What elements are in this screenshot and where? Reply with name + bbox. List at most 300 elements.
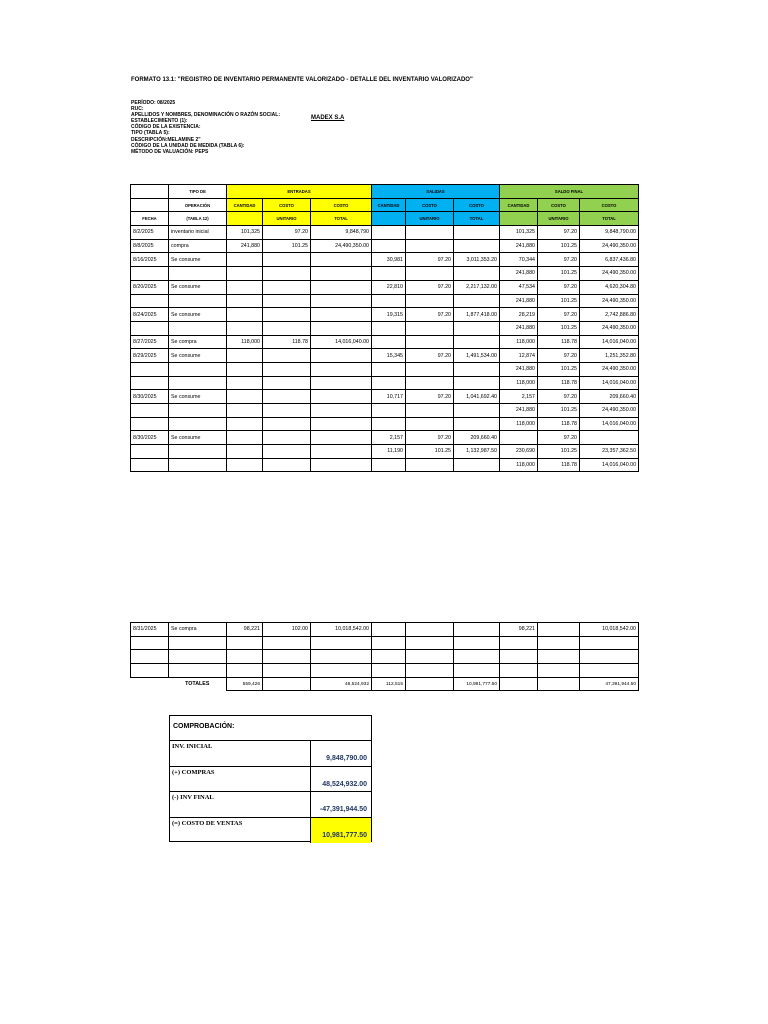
cell-sf-cantidad: 241,880 [500,267,538,281]
cell-ent-cantidad [227,308,263,322]
cell-sf-total: 24,490,350.00 [580,404,639,418]
cell-sf-unitario: 101.25 [538,445,580,459]
fecha-header-top [131,185,169,199]
cell-fecha: 8/27/2025 [131,335,169,349]
table-row [131,321,639,335]
cell-sf-unitario: 118.78 [538,335,580,349]
cell-fecha [131,664,169,678]
cell-sf-total: 2,742,886.80 [580,308,639,322]
table-row [131,280,639,294]
table-row [131,650,639,664]
cell-sal-total [454,623,500,637]
cell-sal-total: 209,660.40 [454,431,500,445]
cell-operacion [169,417,227,431]
cell-fecha: 8/16/2025 [131,253,169,267]
cell-sal-cantidad [372,376,406,390]
cell-ent-total [311,636,372,650]
cell-ent-unitario [263,308,311,322]
cell-ent-cantidad [227,376,263,390]
cell-operacion [169,664,227,678]
sf-blank-header [500,212,538,226]
cell-fecha: 8/30/2025 [131,431,169,445]
comprobacion-compras [170,767,371,793]
cell-sf-cantidad: 241,880 [500,239,538,253]
cell-sal-unitario: 97.20 [406,253,454,267]
cell-fecha [131,650,169,664]
cell-sf-cantidad [500,650,538,664]
table-row [131,226,639,240]
table-row [131,294,639,308]
cell-ent-unitario [263,431,311,445]
document-header [131,100,280,155]
cell-sf-cantidad: 12,874 [500,349,538,363]
cell-fecha [131,404,169,418]
cell-sf-unitario: 97.20 [538,308,580,322]
cell-ent-unitario [263,253,311,267]
totals-ent-total: 48,524,932 [311,677,372,691]
cell-sf-unitario: 101.25 [538,267,580,281]
table-row [131,417,639,431]
cell-sal-unitario [406,623,454,637]
cell-sf-unitario: 118.78 [538,376,580,390]
cell-ent-cantidad [227,294,263,308]
cell-sal-cantidad [372,239,406,253]
cell-operacion: Se consume [169,253,227,267]
cell-sf-total: 1,251,352.80 [580,349,639,363]
cell-sal-total: 2,217,132.00 [454,280,500,294]
cell-sf-total: 14,016,040.00 [580,376,639,390]
cell-sal-cantidad: 10,717 [372,390,406,404]
cell-ent-cantidad [227,417,263,431]
cell-sf-cantidad: 230,690 [500,445,538,459]
cell-ent-cantidad [227,650,263,664]
cell-ent-unitario [263,376,311,390]
fecha-header-mid [131,198,169,212]
cell-sal-total [454,321,500,335]
cell-ent-total: 10,018,542.00 [311,623,372,637]
cell-fecha: 8/8/2025 [131,239,169,253]
cell-sf-unitario: 97.20 [538,253,580,267]
cell-sal-cantidad [372,623,406,637]
cell-ent-total [311,294,372,308]
cell-sal-unitario [406,362,454,376]
metodo-valuacion-label: MÉTODO DE VALUACIÓN: PEPS [131,148,209,155]
comprobacion-label: (+) COMPRAS [170,767,311,792]
cell-ent-total: 9,848,790 [311,226,372,240]
cell-fecha [131,362,169,376]
cell-sf-total: 23,357,362.50 [580,445,639,459]
cell-ent-total [311,362,372,376]
cell-operacion: Se consume [169,431,227,445]
cell-sal-cantidad [372,226,406,240]
cell-fecha [131,321,169,335]
cell-sal-cantidad [372,335,406,349]
cell-operacion [169,636,227,650]
cell-ent-total [311,376,372,390]
comprobacion-inv-final [170,792,371,818]
cell-ent-total [311,253,372,267]
comprobacion-value: 48,524,932.00 [322,780,367,788]
cell-sal-unitario [406,664,454,678]
cell-operacion [169,445,227,459]
cell-ent-total [311,267,372,281]
cell-ent-unitario: 118.78 [263,335,311,349]
saldo-final-header: SALDO FINAL [500,185,639,199]
cell-sal-unitario [406,417,454,431]
tabla12-header: (TABLA 12) [169,212,227,226]
comprobacion-value: -47,391,944.50 [319,806,367,813]
cell-sf-unitario: 118.78 [538,458,580,472]
cell-sf-total: 24,490,350.00 [580,239,639,253]
cell-sf-cantidad: 28,219 [500,308,538,322]
cell-sal-unitario [406,239,454,253]
cell-ent-unitario [263,280,311,294]
cell-operacion: inventario inicial [169,226,227,240]
cell-sal-unitario [406,294,454,308]
totals-sf-total: 47,391,944.50 [580,677,639,691]
sf-costo-header: COSTO [538,198,580,212]
cell-sf-total: 14,016,040.00 [580,335,639,349]
totals-label: TOTALES [185,681,210,688]
ent-costo-header: COSTO [263,198,311,212]
header-row-3 [131,212,639,226]
sal-total-header: TOTAL [454,212,500,226]
ent-total-header: TOTAL [311,212,372,226]
cell-sf-unitario: 97.20 [538,280,580,294]
cell-ent-unitario [263,458,311,472]
cell-ent-unitario [263,636,311,650]
cell-sal-unitario [406,226,454,240]
cell-operacion [169,404,227,418]
cell-sf-cantidad: 70,344 [500,253,538,267]
cell-sf-unitario [538,650,580,664]
cell-fecha: 8/20/2025 [131,280,169,294]
table-row [131,335,639,349]
descripcion-label: DESCRIPCIÓN:MELAMINE 2" [131,136,201,143]
cell-ent-cantidad [227,349,263,363]
cell-fecha [131,458,169,472]
cell-sf-unitario: 97.20 [538,226,580,240]
cell-ent-cantidad [227,431,263,445]
cell-ent-unitario [263,417,311,431]
table-row [131,636,639,650]
cell-sal-total [454,267,500,281]
totals-sal-unitario [406,677,454,691]
document-title: FORMATO 13.1: "REGISTRO DE INVENTARIO PERMANENTE VALORIZADO - DETALLE DEL INVENTARIO VALORIZADO" [131,77,473,83]
sal-cantidad-header: CANTIDAD [372,198,406,212]
cell-sal-unitario [406,376,454,390]
cell-operacion: Se consume [169,390,227,404]
cell-sf-unitario: 118.78 [538,417,580,431]
cell-sf-unitario: 97.20 [538,349,580,363]
cell-sal-unitario: 97.20 [406,308,454,322]
cell-sal-total [454,404,500,418]
cell-sal-cantidad [372,294,406,308]
cell-operacion [169,376,227,390]
salidas-header: SALIDAS [372,185,500,199]
cell-sf-unitario: 101.25 [538,294,580,308]
unidad-medida-label: CÓDIGO DE LA UNIDAD DE MEDIDA (TABLA 6): [131,142,245,149]
cell-fecha: 8/24/2025 [131,308,169,322]
cell-operacion: Se consume [169,280,227,294]
table-row [131,390,639,404]
cell-sf-total: 24,490,350.00 [580,362,639,376]
inventory-table [130,184,639,472]
cell-sal-total [454,239,500,253]
cell-ent-total [311,445,372,459]
cell-operacion [169,362,227,376]
cell-ent-total [311,390,372,404]
cell-sal-unitario [406,650,454,664]
comprobacion-value: 9,848,790.00 [326,755,367,762]
cell-fecha: 8/31/2025 [131,623,169,637]
comprobacion-title: COMPROBACIÓN: [170,716,371,741]
cell-ent-cantidad: 98,221 [227,623,263,637]
cell-fecha [131,445,169,459]
cell-ent-cantidad [227,636,263,650]
cell-sf-total [580,636,639,650]
cell-ent-cantidad [227,458,263,472]
fecha-header: FECHA [131,212,169,226]
cell-sf-total [580,664,639,678]
cell-sal-cantidad [372,664,406,678]
cell-sal-cantidad [372,650,406,664]
cell-sal-cantidad [372,636,406,650]
sf-costo-total-header: COSTO [580,198,639,212]
ent-costo-total-header: COSTO [311,198,372,212]
cell-ent-total [311,308,372,322]
cell-sal-cantidad: 22,810 [372,280,406,294]
cell-sf-unitario: 101.25 [538,321,580,335]
cell-ent-total [311,404,372,418]
codigo-existencia-label: CÓDIGO DE LA EXISTENCIA: [131,124,201,131]
cell-sf-unitario: 101.25 [538,239,580,253]
table-row [131,376,639,390]
cell-sf-cantidad: 118,000 [500,458,538,472]
cell-ent-cantidad: 101,325 [227,226,263,240]
cell-ent-unitario [263,349,311,363]
cell-sf-cantidad: 118,000 [500,376,538,390]
cell-operacion [169,650,227,664]
inventory-table-continued [130,622,639,691]
cell-sal-cantidad [372,404,406,418]
table-row [131,362,639,376]
cell-sal-total [454,294,500,308]
cell-sf-cantidad [500,431,538,445]
cell-ent-unitario [263,321,311,335]
cell-sf-total: 10,018,542.00 [580,623,639,637]
cell-ent-unitario: 97.20 [263,226,311,240]
cell-operacion: Se compra [169,335,227,349]
sf-cantidad-header: CANTIDAD [500,198,538,212]
sal-costo-total-header: COSTO [454,198,500,212]
cell-sal-cantidad: 15,345 [372,349,406,363]
comprobacion-label: (=) COSTO DE VENTAS [170,818,311,844]
cell-sal-unitario: 97.20 [406,280,454,294]
totals-sf-unitario [538,677,580,691]
comprobacion-label: (-) INV FINAL [170,792,311,817]
cell-sf-cantidad [500,636,538,650]
cell-operacion [169,321,227,335]
tipo-label: TIPO (TABLA 5): [131,130,170,137]
cell-sf-total: 24,490,350.00 [580,321,639,335]
cell-ent-cantidad [227,404,263,418]
cell-sal-unitario [406,404,454,418]
cell-sal-total: 1,041,692.40 [454,390,500,404]
cell-sal-unitario: 101.25 [406,445,454,459]
cell-sf-total: 9,848,790.00 [580,226,639,240]
operacion-header: OPERACIÓN [169,198,227,212]
cell-operacion [169,458,227,472]
cell-ent-unitario [263,267,311,281]
cell-ent-total: 14,016,040.00 [311,335,372,349]
tipo-de-header: TIPO DE [169,185,227,199]
cell-ent-cantidad [227,445,263,459]
cell-operacion: Se compra [169,623,227,637]
cell-sal-cantidad: 2,157 [372,431,406,445]
cell-ent-total: 24,490,350.00 [311,239,372,253]
cell-sal-total: 3,011,353.20 [454,253,500,267]
cell-sal-unitario: 97.20 [406,349,454,363]
cell-sf-unitario: 97.20 [538,431,580,445]
cell-ent-total [311,349,372,363]
cell-ent-unitario: 102.00 [263,623,311,637]
cell-sal-total [454,664,500,678]
cell-sal-unitario [406,458,454,472]
table-row [131,445,639,459]
cell-fecha: 8/30/2025 [131,390,169,404]
cell-sal-total [454,417,500,431]
cell-sf-total [580,431,639,445]
cell-ent-unitario [263,650,311,664]
cell-sal-unitario: 97.20 [406,390,454,404]
cell-sal-cantidad [372,267,406,281]
cell-ent-cantidad [227,267,263,281]
establecimiento-label: ESTABLECIMIENTO (1): [131,118,188,125]
cell-sal-total [454,335,500,349]
cell-sal-cantidad: 30,981 [372,253,406,267]
cell-ent-total [311,650,372,664]
cell-sf-cantidad: 118,000 [500,417,538,431]
sal-blank-header [372,212,406,226]
cell-sal-total: 1,877,418.00 [454,308,500,322]
totals-sal-total: 10,981,777.50 [454,677,500,691]
cell-sf-cantidad: 241,880 [500,404,538,418]
table-row [131,664,639,678]
cell-sf-cantidad: 241,880 [500,321,538,335]
cell-fecha [131,417,169,431]
totals-row [131,677,639,691]
cell-sf-unitario: 101.25 [538,362,580,376]
cell-sf-unitario: 101.25 [538,404,580,418]
cell-sal-unitario [406,636,454,650]
cell-sal-unitario [406,267,454,281]
cell-ent-cantidad [227,390,263,404]
cell-sal-unitario [406,321,454,335]
cell-sf-total: 14,016,040.00 [580,458,639,472]
totals-sf-cantidad [500,677,538,691]
cell-sal-total [454,362,500,376]
cell-sf-cantidad [500,664,538,678]
cell-sal-total [454,650,500,664]
cell-sf-cantidad: 98,221 [500,623,538,637]
cell-ent-cantidad [227,664,263,678]
cell-ent-total [311,664,372,678]
periodo-label: PERÍODO: 08/2025 [131,100,176,106]
cell-sf-cantidad: 118,000 [500,335,538,349]
table-row [131,458,639,472]
cell-operacion: Se consume [169,349,227,363]
cell-sf-total: 14,016,040.00 [580,417,639,431]
cell-sf-total: 4,620,304.80 [580,280,639,294]
table-row [131,623,639,637]
comprobacion-inv-inicial [170,741,371,767]
cell-sal-unitario: 97.20 [406,431,454,445]
comprobacion-value-highlight: 10,981,777.50 [311,818,371,844]
cell-operacion [169,267,227,281]
header-row-2 [131,198,639,212]
cell-ent-total [311,431,372,445]
cell-sal-total: 1,491,534.00 [454,349,500,363]
cell-ent-unitario [263,404,311,418]
comprobacion-box [169,715,372,842]
cell-operacion: Se consume [169,308,227,322]
cell-sal-cantidad [372,417,406,431]
cell-sf-total [580,650,639,664]
cell-sal-cantidad [372,321,406,335]
cell-sf-total: 209,660.40 [580,390,639,404]
cell-sal-total [454,636,500,650]
table-row [131,404,639,418]
cell-sf-cantidad: 47,534 [500,280,538,294]
cell-ent-total [311,321,372,335]
cell-sf-cantidad: 241,880 [500,294,538,308]
cell-sal-cantidad: 11,190 [372,445,406,459]
cell-sal-unitario [406,335,454,349]
ent-unitario-header: UNITARIO [263,212,311,226]
table-row [131,253,639,267]
cell-sal-total [454,376,500,390]
totals-ent-cantidad: 559,426 [227,677,263,691]
cell-fecha [131,267,169,281]
cell-sal-cantidad: 19,315 [372,308,406,322]
cell-sf-total: 24,490,350.00 [580,294,639,308]
cell-sal-total [454,458,500,472]
table-row [131,349,639,363]
cell-sf-unitario [538,636,580,650]
comprobacion-label: INV. INICIAL [170,741,311,766]
cell-fecha [131,636,169,650]
cell-ent-cantidad [227,280,263,294]
cell-ent-cantidad [227,253,263,267]
cell-sal-cantidad [372,458,406,472]
cell-ent-total [311,458,372,472]
sal-costo-header: COSTO [406,198,454,212]
cell-sf-cantidad: 101,325 [500,226,538,240]
sal-unitario-header: UNITARIO [406,212,454,226]
totals-ent-unitario [263,677,311,691]
cell-sal-total: 1,132,987.50 [454,445,500,459]
cell-sal-cantidad [372,362,406,376]
table-row [131,308,639,322]
cell-fecha [131,294,169,308]
header-row-1 [131,185,639,199]
table-row [131,239,639,253]
cell-fecha: 8/2/2025 [131,226,169,240]
cell-sf-total: 6,837,436.80 [580,253,639,267]
cell-ent-cantidad: 241,880 [227,239,263,253]
cell-ent-unitario [263,294,311,308]
